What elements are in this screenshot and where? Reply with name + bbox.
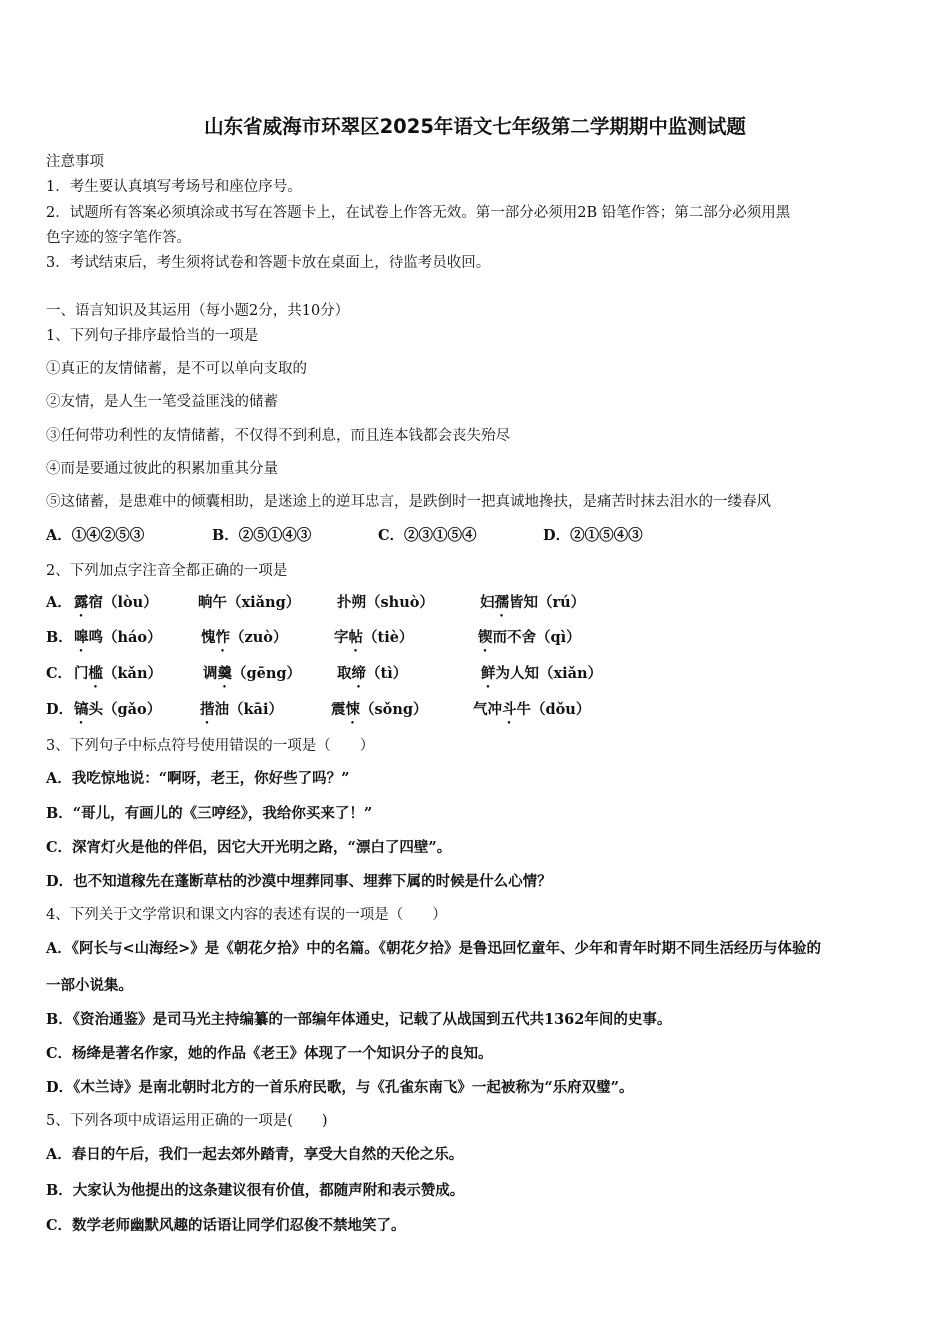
q5-option: A．春日的午后，我们一起去郊外踏青，享受大自然的天伦之乐。 xyxy=(46,1146,464,1163)
q2-item: 愧怍（zuò） xyxy=(201,629,288,646)
q2-item: 嗥鸣（háo） xyxy=(74,629,162,646)
section-heading: 一、语言知识及其运用（每小题2分，共10分） xyxy=(46,303,350,319)
notice-item: 1．考生要认真填写考场号和座位序号。 xyxy=(46,179,302,195)
q1-sentence: ②友情，是人生一笔受益匪浅的储蓄 xyxy=(46,394,278,410)
question-stem: 3、下列句子中标点符号使用错误的一项是（ ） xyxy=(46,738,375,754)
q5-option: C．数学老师幽默风趣的话语让同学们忍俊不禁地笑了。 xyxy=(46,1217,406,1234)
q2-item: 镐头（gǎo） xyxy=(74,701,162,718)
q4-option: A．《阿长与<山海经>》是《朝花夕拾》中的名篇。《朝花夕拾》是鲁迅回忆童年、少年和青年时期不同生活经历与体验的 xyxy=(46,940,822,957)
notice-item: 3．考试结束后，考生须将试卷和答题卡放在桌面上，待监考员收回。 xyxy=(46,255,491,271)
q1-option-d: D．②①⑤④③ xyxy=(543,527,643,544)
q3-option: A．我吃惊地说：“啊呀，老王，你好些了吗？” xyxy=(46,770,350,787)
q3-option: D．也不知道稼先在蓬断草枯的沙漠中埋葬同事、埋葬下属的时候是什么心情？ xyxy=(46,873,552,890)
q2-row-label: C． xyxy=(46,665,73,682)
q1-sentence: ⑤这储蓄，是患难中的倾囊相助，是迷途上的逆耳忠言，是跌倒时一把真诚地搀扶，是痛苦时抹去泪水的一缕春风 xyxy=(46,494,771,510)
q5-option: B．大家认为他提出的这条建议很有价值，都随声附和表示赞成。 xyxy=(46,1182,465,1199)
q2-row-label: A． xyxy=(46,594,72,611)
q2-item: 调羹（gēng） xyxy=(203,665,302,682)
q2-item: 鲜为人知（xiǎn） xyxy=(481,665,603,682)
q1-option-a: A．①④②⑤③ xyxy=(46,527,145,544)
q1-option-b: B．②⑤①④③ xyxy=(212,527,312,544)
q2-row-label: B． xyxy=(46,629,73,646)
q4-option: 一部小说集。 xyxy=(46,977,133,994)
q2-item: 字帖（tiè） xyxy=(334,629,414,646)
q2-item: 晌午（xiǎng） xyxy=(198,594,301,611)
q4-option: D．《木兰诗》是南北朝时北方的一首乐府民歌，与《孔雀东南飞》一起被称为“乐府双璧”。 xyxy=(46,1079,634,1096)
q1-sentence: ④而是要通过彼此的积累加重其分量 xyxy=(46,461,278,477)
q1-sentence: ③任何带功利性的友情储蓄，不仅得不到利息，而且连本钱都会丧失殆尽 xyxy=(46,428,510,444)
q3-option: B．“哥儿，有画儿的《三哼经》，我给你买来了！” xyxy=(46,805,373,822)
q2-item: 揩油（kāi） xyxy=(200,701,283,718)
q2-item: 露宿（lòu） xyxy=(74,594,158,611)
question-stem: 5、下列各项中成语运用正确的一项是( ) xyxy=(46,1113,328,1129)
q2-item: 门槛（kǎn） xyxy=(74,665,162,682)
q1-option-c: C．②③①⑤④ xyxy=(378,527,477,544)
q2-item: 气冲斗牛（dǒu） xyxy=(473,701,591,718)
q2-item: 震悚（sǒng） xyxy=(331,701,428,718)
q2-row-label: D． xyxy=(46,701,74,718)
q2-item: 妇孺皆知（rú） xyxy=(480,594,586,611)
q2-item: 扑朔（shuò） xyxy=(337,594,434,611)
notice-item: 2．试题所有答案必须填涂或书写在答题卡上，在试卷上作答无效。第一部分必须用2B 铅笔作答；第二部分必须用黑 xyxy=(46,205,791,221)
q1-sentence: ①真正的友情储蓄，是不可以单向支取的 xyxy=(46,361,307,377)
q4-option: B．《资治通鉴》是司马光主持编纂的一部编年体通史，记载了从战国到五代共1362年间的史事。 xyxy=(46,1011,672,1028)
q2-item: 锲而不舍（qì） xyxy=(478,629,581,646)
notice-item: 色字迹的签字笔作答。 xyxy=(46,230,191,246)
question-stem: 1、下列句子排序最恰当的一项是 xyxy=(46,328,259,344)
question-stem: 4、下列关于文学常识和课文内容的表述有误的一项是（ ） xyxy=(46,907,447,923)
q2-item: 取缔（tì） xyxy=(337,665,408,682)
page-title: 山东省威海市环翠区2025年语文七年级第二学期期中监测试题 xyxy=(204,115,746,138)
q4-option: C．杨绛是著名作家，她的作品《老王》体现了一个知识分子的良知。 xyxy=(46,1045,493,1062)
notice-heading: 注意事项 xyxy=(46,154,104,170)
question-stem: 2、下列加点字注音全都正确的一项是 xyxy=(46,563,288,579)
q3-option: C．深宵灯火是他的伴侣，因它大开光明之路，“漂白了四壁”。 xyxy=(46,839,452,856)
